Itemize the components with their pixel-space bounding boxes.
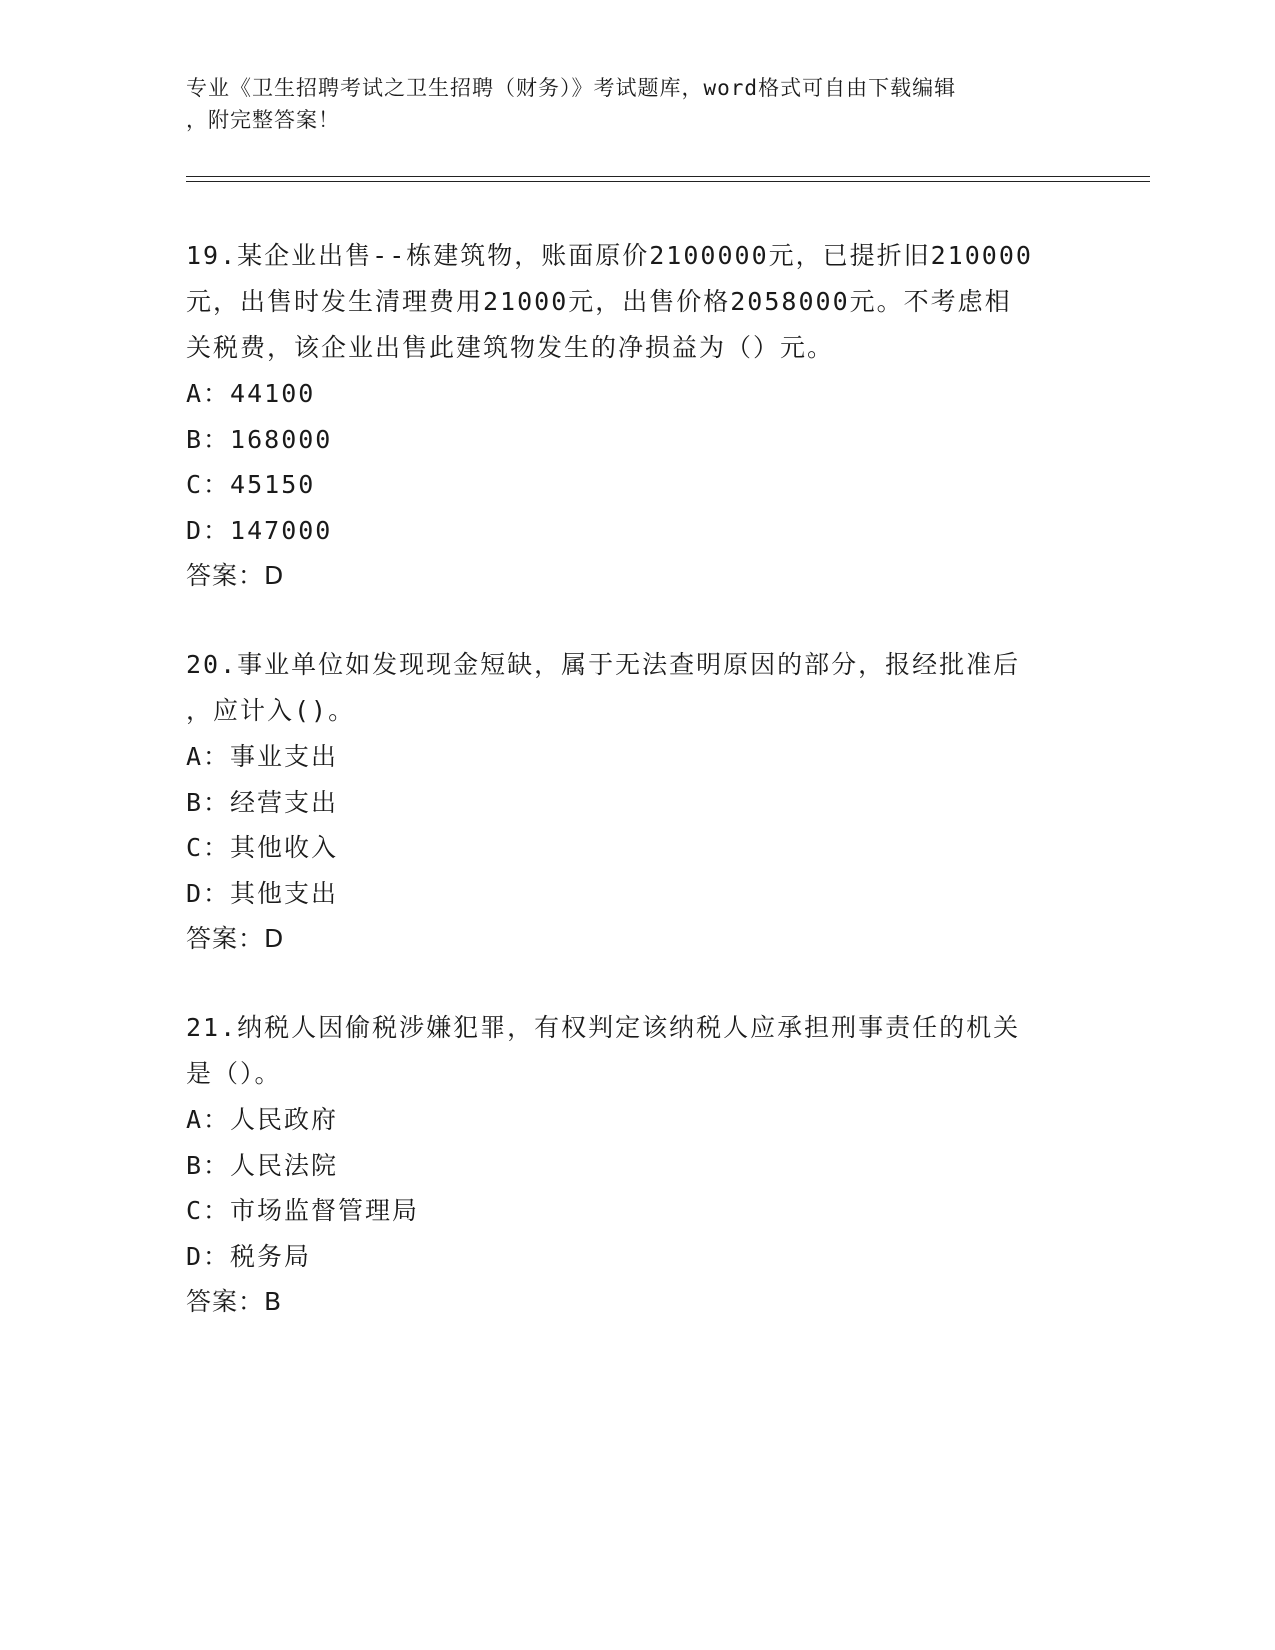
question-20: [186, 642, 1076, 962]
answer-line: 答案：D: [186, 561, 285, 590]
document-header: [186, 72, 1066, 136]
option-a: A：事业支出: [186, 742, 339, 771]
question-stem-line: 关税费，该企业出售此建筑物发生的净损益为（）元。: [186, 333, 835, 362]
question-19: [186, 233, 1076, 599]
question-stem-line: 元，出售时发生清理费用21000元，出售价格2058000元。不考虑相: [186, 287, 1012, 316]
option-c: C：其他收入: [186, 833, 339, 862]
option-a: A：44100: [186, 379, 316, 408]
question-stem-line: ，应计入()。: [186, 696, 356, 725]
option-c: C：45150: [186, 470, 316, 499]
option-d: D：其他支出: [186, 878, 339, 908]
header-line-2: ，附完整答案！: [186, 108, 340, 132]
header-line-1: 专业《卫生招聘考试之卫生招聘（财务）》考试题库，word格式可自由下载编辑: [186, 76, 957, 100]
question-stem-line: 是（）。: [186, 1059, 282, 1088]
option-b: B：经营支出: [186, 787, 339, 817]
option-c: C：市场监督管理局: [186, 1196, 420, 1225]
option-b: B：人民法院: [186, 1150, 339, 1180]
question-21: [186, 1005, 1076, 1325]
question-stem-line: 20.事业单位如发现现金短缺，属于无法查明原因的部分，报经批准后: [186, 650, 1021, 679]
header-divider-top: [186, 176, 1150, 177]
header-divider-bottom: [186, 181, 1150, 182]
question-stem-line: 21.纳税人因偷税涉嫌犯罪，有权判定该纳税人应承担刑事责任的机关: [186, 1013, 1021, 1042]
answer-line: 答案：D: [186, 924, 285, 953]
question-stem-line: 19.某企业出售--栋建筑物，账面原价2100000元，已提折旧210000: [186, 241, 1033, 270]
option-d: D：147000: [186, 515, 333, 545]
option-d: D：税务局: [186, 1241, 312, 1271]
answer-line: 答案：B: [186, 1287, 283, 1316]
option-b: B：168000: [186, 424, 333, 454]
option-a: A：人民政府: [186, 1105, 339, 1134]
